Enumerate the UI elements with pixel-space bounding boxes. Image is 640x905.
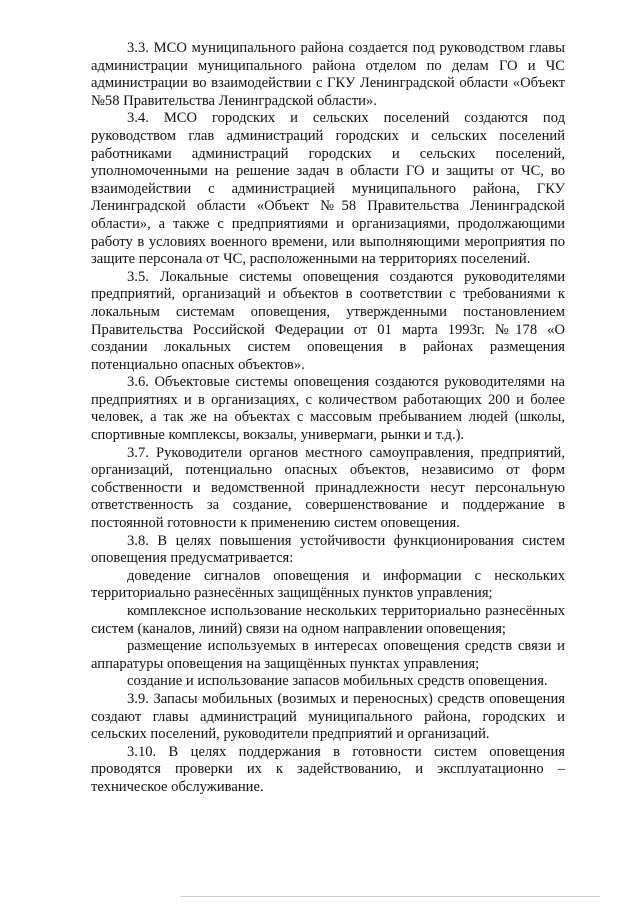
paragraph-3-3: 3.3. МСО муниципального района создается под руководством главы администрации муниципального района отделом по делам ГО и ЧС администрации во взаимодействии с ГКУ Ленинградской области «Объект №58 Правительства Ленинградской области».	[91, 40, 565, 109]
document-body	[91, 40, 565, 797]
list-item-signals: доведение сигналов оповещения и информации с нескольких территориально разнесённых защищённых пунктов управления;	[91, 567, 565, 602]
paragraph-3-7: 3.7. Руководители органов местного самоуправления, предприятий, организаций, потенциально опасных объектов, независимо от форм собственности и ведомственной принадлежности несут персональную ответственность за создание, совершенствование и поддержание в постоянной готовности к применению систем оповещения.	[91, 444, 565, 532]
list-item-systems: комплексное использование нескольких территориально разнесённых систем (каналов, линий) связи на одном направлении оповещения;	[91, 603, 565, 637]
paragraph-3-10: 3.10. В целях поддержания в готовности систем оповещения проводятся проверки их к задействованию, и эксплуатационно – техническое обслуживание.	[91, 743, 565, 795]
paragraph-3-4: 3.4. МСО городских и сельских поселений создаются под руководством глав администраций городских и сельских поселений работниками администраций городских и сельских поселений, уполномоченными на решение задач в области ГО и защиты от ЧС, во взаимодействии с администрацией муниципального района, ГКУ Ленинградской области «Объект №58 Правительства Ленинградской области», а также с предприятиями и организациями, продолжающими работу в условиях военного времени, или выполняющими мероприятия по защите персонала от ЧС, расположенными на территориях поселений.	[91, 110, 565, 268]
paragraph-3-8: 3.8. В целях повышения устойчивости функционирования систем оповещения предусматривается:	[91, 532, 565, 567]
paragraph-3-9: 3.9. Запасы мобильных (возимых и переносных) средств оповещения создают главы администраций муниципального района, городских и сельских поселений, руководители предприятий и организаций.	[91, 690, 565, 743]
list-item-placement: размещение используемых в интересах оповещения средств связи и аппаратуры оповещения на защищённых пунктах управления;	[91, 638, 565, 672]
list-item-reserves: создание и использование запасов мобильных средств оповещения.	[127, 673, 548, 690]
page-bottom-rule	[180, 896, 600, 897]
paragraph-3-5: 3.5. Локальные системы оповещения создаются руководителями предприятий, организаций и объектов в соответствии с требованиями к локальным системам оповещения, утвержденными постановлением Правительства Российской Федерации от 01 марта 1993г. №178 «О создании локальных систем оповещения в районах размещения потенциально опасных объектов».	[91, 268, 565, 373]
paragraph-3-6: 3.6. Объектовые системы оповещения создаются руководителями на предприятиях и в организациях, с количеством работающих 200 и более человек, а так же на объектах с массовым пребыванием людей (школы, спортивные комплексы, вокзалы, универмаги, рынки и т.д.).	[91, 374, 565, 444]
